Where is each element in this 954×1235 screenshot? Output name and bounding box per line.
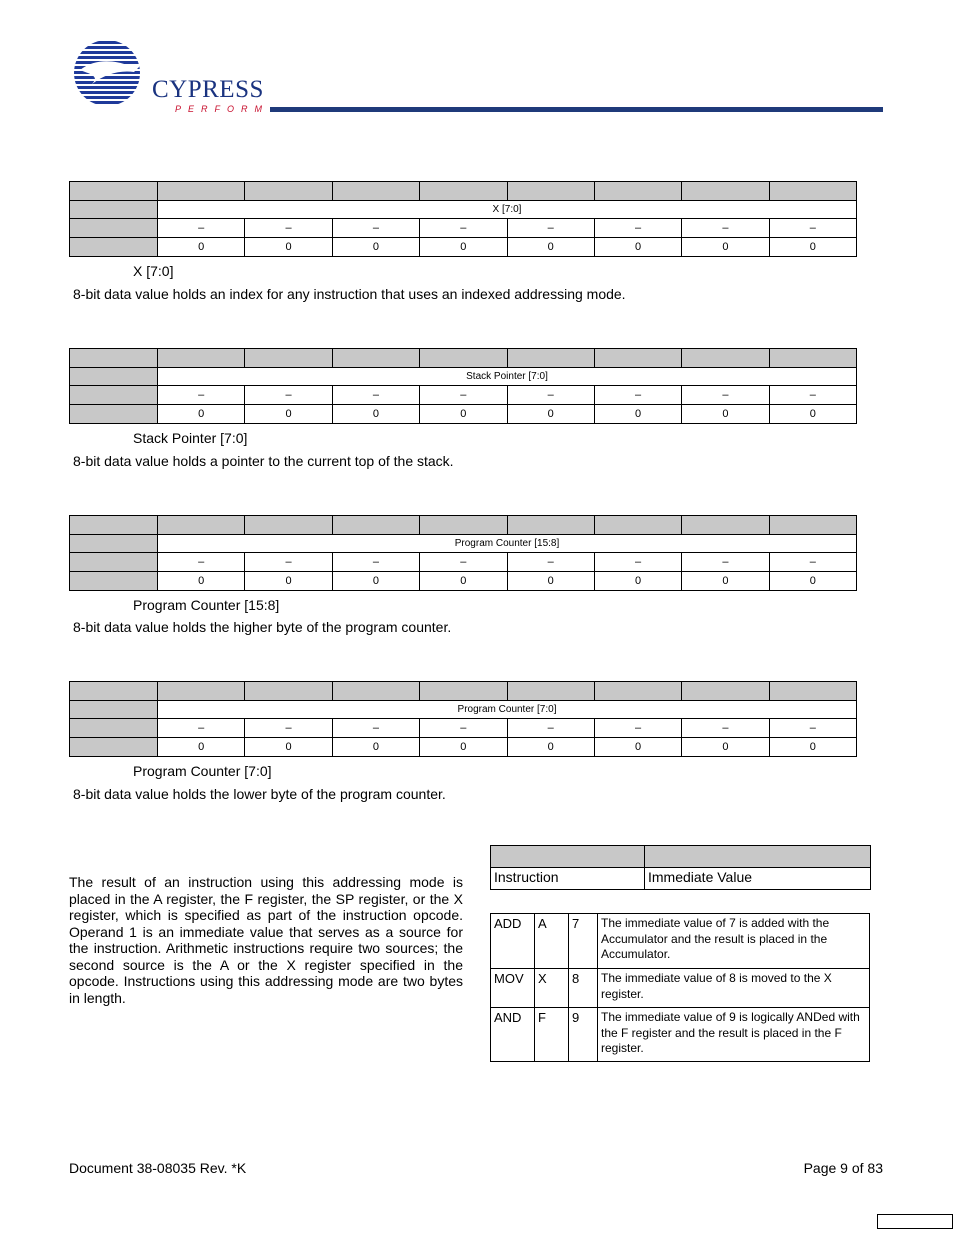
access-cell: –: [158, 553, 245, 572]
reset-cell: 0: [420, 738, 507, 757]
access-cell: –: [507, 219, 594, 238]
access-cell: –: [420, 553, 507, 572]
reset-cell: 0: [245, 738, 332, 757]
example-value: 9: [569, 1008, 598, 1062]
reset-cell: 0: [594, 572, 681, 591]
reset-cell: 0: [158, 238, 245, 257]
format-header-row: [491, 846, 871, 868]
bit-field-description: 8-bit data value holds the higher byte of the program counter.: [73, 619, 452, 635]
reset-cell: 0: [682, 572, 769, 591]
logo-wordmark: CYPRESS: [152, 76, 264, 103]
reset-cell: 0: [682, 238, 769, 257]
access-cell: –: [158, 719, 245, 738]
register-field-name: Program Counter [7:0]: [158, 701, 857, 719]
bit-field-name: Stack Pointer [7:0]: [133, 430, 248, 446]
access-cell: –: [769, 219, 856, 238]
reset-cell: 0: [420, 405, 507, 424]
access-cell: –: [332, 719, 419, 738]
reset-cell: 0: [682, 405, 769, 424]
example-destination: X: [535, 969, 569, 1008]
bit-field-description: 8-bit data value holds the lower byte of the program counter.: [73, 786, 446, 802]
reset-cell: 0: [332, 572, 419, 591]
register-table-x: [69, 181, 857, 257]
access-cell: –: [594, 219, 681, 238]
register-field-name: X [7:0]: [158, 201, 857, 219]
register-access-row: [70, 553, 857, 572]
access-cell: –: [507, 553, 594, 572]
access-cell: –: [769, 719, 856, 738]
reset-cell: 0: [594, 405, 681, 424]
example-row: [491, 1008, 870, 1062]
page-number: Page 9 of 83: [803, 1160, 883, 1176]
access-cell: –: [158, 219, 245, 238]
reset-cell: 0: [769, 738, 856, 757]
reset-cell: 0: [332, 405, 419, 424]
access-cell: –: [332, 553, 419, 572]
document-number: Document 38-08035 Rev. *K: [69, 1160, 247, 1176]
register-field-name: Program Counter [15:8]: [158, 535, 857, 553]
reset-cell: 0: [332, 238, 419, 257]
reset-cell: 0: [158, 405, 245, 424]
access-cell: –: [682, 719, 769, 738]
reset-cell: 0: [594, 738, 681, 757]
register-access-row: [70, 386, 857, 405]
access-cell: –: [594, 386, 681, 405]
bit-field-name: Program Counter [15:8]: [133, 597, 280, 613]
example-destination: A: [535, 914, 569, 969]
format-cell-instruction: Instruction: [491, 868, 645, 890]
header-rule: [270, 107, 883, 112]
register-field-row: [70, 201, 857, 219]
register-field-row: [70, 701, 857, 719]
example-row: [491, 969, 870, 1008]
register-field-row: [70, 535, 857, 553]
reset-cell: 0: [158, 572, 245, 591]
register-reset-row: [70, 572, 857, 591]
example-destination: F: [535, 1008, 569, 1062]
access-cell: –: [158, 386, 245, 405]
access-cell: –: [245, 553, 332, 572]
reset-cell: 0: [769, 572, 856, 591]
access-cell: –: [507, 386, 594, 405]
access-cell: –: [420, 386, 507, 405]
access-cell: –: [507, 719, 594, 738]
register-reset-row: [70, 238, 857, 257]
register-table-stack-pointer: [69, 348, 857, 424]
bit-field-description: 8-bit data value holds a pointer to the current top of the stack.: [73, 453, 454, 469]
logo-tagline: PERFORM: [175, 104, 269, 114]
format-cell-immediate-value: Immediate Value: [645, 868, 871, 890]
example-value: 8: [569, 969, 598, 1008]
access-cell: –: [245, 219, 332, 238]
register-header-row: [70, 682, 857, 701]
reset-cell: 0: [420, 238, 507, 257]
reset-cell: 0: [507, 405, 594, 424]
access-cell: –: [682, 553, 769, 572]
reset-cell: 0: [507, 572, 594, 591]
register-reset-row: [70, 738, 857, 757]
example-row: [491, 914, 870, 969]
access-cell: –: [769, 553, 856, 572]
reset-cell: 0: [245, 238, 332, 257]
reset-cell: 0: [594, 238, 681, 257]
register-field-row: [70, 368, 857, 386]
register-reset-row: [70, 405, 857, 424]
reset-cell: 0: [769, 405, 856, 424]
example-description: The immediate value of 8 is moved to the X register.: [598, 969, 870, 1008]
access-cell: –: [420, 719, 507, 738]
reset-cell: 0: [507, 738, 594, 757]
example-value: 7: [569, 914, 598, 969]
access-cell: –: [245, 719, 332, 738]
bit-field-description: 8-bit data value holds an index for any instruction that uses an indexed addressing mode.: [73, 286, 626, 302]
access-cell: –: [420, 219, 507, 238]
example-opcode: ADD: [491, 914, 535, 969]
reset-cell: 0: [507, 238, 594, 257]
instruction-format-table: [490, 845, 871, 890]
register-header-row: [70, 349, 857, 368]
reset-cell: 0: [158, 738, 245, 757]
register-field-name: Stack Pointer [7:0]: [158, 368, 857, 386]
reset-cell: 0: [245, 572, 332, 591]
examples-table: [490, 913, 870, 1062]
reset-cell: 0: [682, 738, 769, 757]
access-cell: –: [332, 386, 419, 405]
access-cell: –: [682, 219, 769, 238]
reset-cell: 0: [769, 238, 856, 257]
bit-field-name: X [7:0]: [133, 263, 174, 279]
access-cell: –: [245, 386, 332, 405]
access-cell: –: [769, 386, 856, 405]
register-header-row: [70, 516, 857, 535]
bit-field-name: Program Counter [7:0]: [133, 763, 272, 779]
reset-cell: 0: [332, 738, 419, 757]
register-access-row: [70, 719, 857, 738]
access-cell: –: [682, 386, 769, 405]
example-opcode: AND: [491, 1008, 535, 1062]
reset-cell: 0: [245, 405, 332, 424]
access-cell: –: [594, 553, 681, 572]
format-row: [491, 868, 871, 890]
reset-cell: 0: [420, 572, 507, 591]
access-cell: –: [332, 219, 419, 238]
register-table-program-counter-low: [69, 681, 857, 757]
cypress-globe-icon: [70, 40, 160, 110]
example-description: The immediate value of 7 is added with the Accumulator and the result is placed in the Accumulator.: [598, 914, 870, 969]
example-description: The immediate value of 9 is logically ANDed with the F register and the result is placed in the F register.: [598, 1008, 870, 1062]
register-header-row: [70, 182, 857, 201]
addressing-mode-description: The result of an instruction using this addressing mode is placed in the A register, the F register, the SP register, or the X register, which is specified as part of the instruction opcode. Operand 1 is an immediate value that serves as a source for the instruction. Arithmetic instructions require two sources; the second source is the A or the X register specified in the opcode. Instructions using this addressing mode are two bytes in length.: [69, 874, 463, 1006]
register-table-program-counter-high: [69, 515, 857, 591]
access-cell: –: [594, 719, 681, 738]
register-access-row: [70, 219, 857, 238]
example-opcode: MOV: [491, 969, 535, 1008]
feedback-box[interactable]: [877, 1214, 953, 1229]
